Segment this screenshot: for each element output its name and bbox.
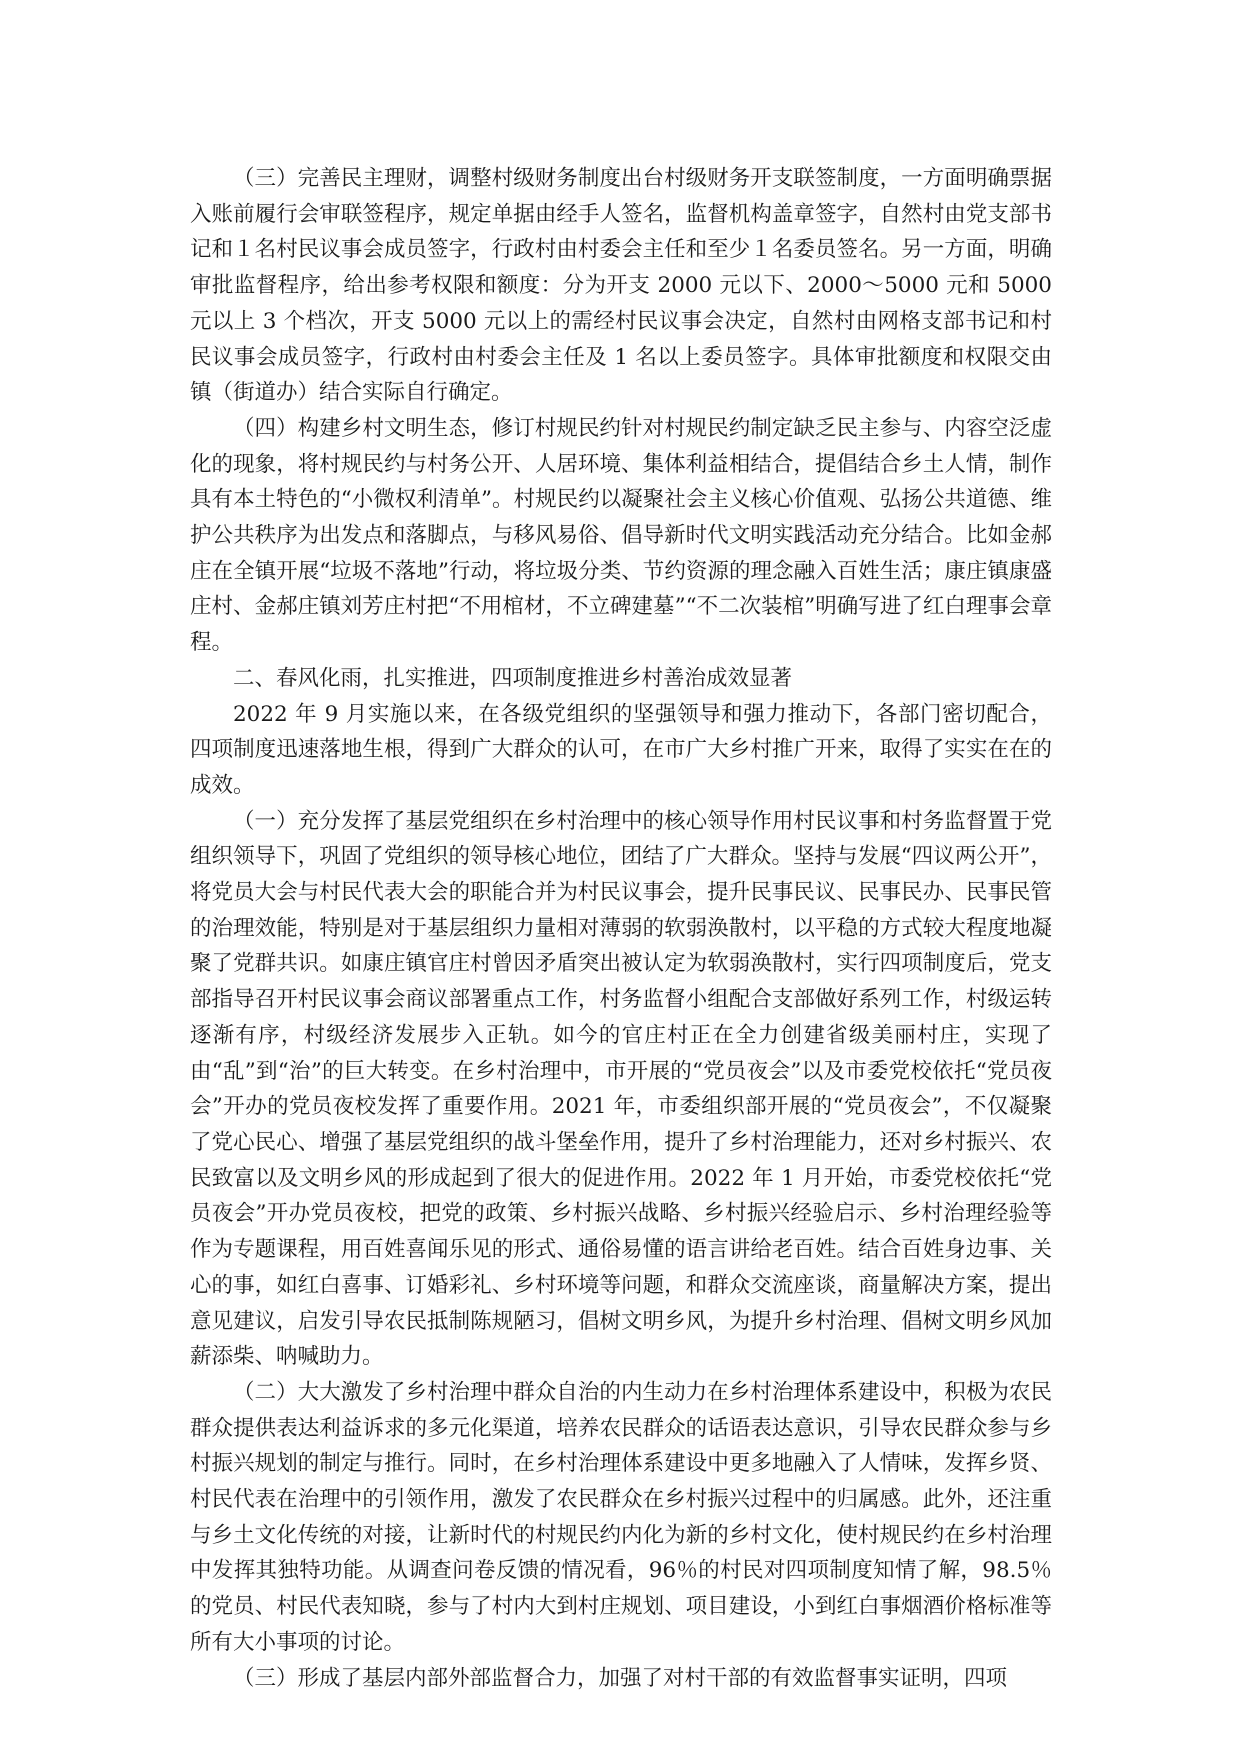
paragraph-rural-civilization: （四）构建乡村文明生态，修订村规民约针对村规民约制定缺乏民主参与、内容空泛虚化的现象，将村规民约与村务公开、人居环境、集体利益相结合，提倡结合乡土人情，制作具有本土特色的“小微权利清单”。村规民约以凝聚社会主义核心价值观、弘扬公共道德、维护公共秩序为出发点和落脚点，与移风易俗、倡导新时代文明实践活动充分结合。比如金郝庄在全镇开展“垃圾不落地”行动，将垃圾分类、节约资源的理念融入百姓生活；康庄镇康盛庄村、金郝庄镇刘芳庄村把“不用棺材，不立碑建墓”“不二次装棺”明确写进了红白理事会章程。 (190, 415, 1052, 656)
section-heading-two: 二、春风化雨，扎实推进，四项制度推进乡村善治成效显著 (233, 665, 793, 691)
paragraph-democratic-finance: （三）完善民主理财，调整村级财务制度出台村级财务开支联签制度，一方面明确票据入账前履行会审联签程序，规定单据由经手人签名，监督机构盖章签字，自然村由党支部书记和１名村民议事会成员签字，行政村由村委会主任和至少１名委员签名。另一方面，明确审批监督程序，给出参考权限和额度：分为开支 2000 元以下、2000～5000 元和 5000 元以上 3 个档次，开支 5000 元以上的需经村民议事会决定，自然村由网格支部书记和村民议事会成员签字，行政村由村委会主任及 1 名以上委员签字。具体审批额度和权限交由镇（街道办）结合实际自行确定。 (190, 166, 1052, 406)
paragraph-implementation-overview: 2022 年 9 月实施以来，在各级党组织的坚强领导和强力推动下，各部门密切配合，四项制度迅速落地生根，得到广大群众的认可，在市广大乡村推广开来，取得了实实在在的成效。 (190, 701, 1052, 798)
document-body (190, 161, 1052, 1696)
paragraph-self-governance: （二）大大激发了乡村治理中群众自治的内生动力在乡村治理体系建设中，积极为农民群众提供表达利益诉求的多元化渠道，培养农民群众的话语表达意识，引导农民群众参与乡村振兴规划的制定与推行。同时，在乡村治理体系建设中更多地融入了人情味，发挥乡贤、村民代表在治理中的引领作用，激发了农民群众在乡村振兴过程中的归属感。此外，还注重与乡土文化传统的对接，让新时代的村规民约内化为新的乡村文化，使村规民约在乡村治理中发挥其独特功能。从调查问卷反馈的情况看，96％的村民对四项制度知情了解，98.5％的党员、村民代表知晓，参与了村内大到村庄规划、项目建设，小到红白事烟酒价格标准等所有大小事项的讨论。 (190, 1379, 1052, 1655)
paragraph-party-leadership: （一）充分发挥了基层党组织在乡村治理中的核心领导作用村民议事和村务监督置于党组织领导下，巩固了党组织的领导核心地位，团结了广大群众。坚持与发展“四议两公开”，将党员大会与村民代表大会的职能合并为村民议事会，提升民事民议、民事民办、民事民管的治理效能，特别是对于基层组织力量相对薄弱的软弱涣散村，以平稳的方式较大程度地凝聚了党群共识。如康庄镇官庄村曾因矛盾突出被认定为软弱涣散村，实行四项制度后，党支部指导召开村民议事会商议部署重点工作，村务监督小组配合支部做好系列工作，村级运转逐渐有序，村级经济发展步入正轨。如今的官庄村正在全力创建省级美丽村庄，实现了由“乱”到“治”的巨大转变。在乡村治理中，市开展的“党员夜会”以及市委党校依托“党员夜会”开办的党员夜校发挥了重要作用。2021 年，市委组织部开展的“党员夜会”，不仅凝聚了党心民心、增强了基层党组织的战斗堡垒作用，提升了乡村治理能力，还对乡村振兴、农民致富以及文明乡风的形成起到了很大的促进作用。2022 年 1 月开始，市委党校依托“党员夜会”开办党员夜校，把党的政策、乡村振兴战略、乡村振兴经验启示、乡村治理经验等作为专题课程，用百姓喜闻乐见的形式、通俗易懂的语言讲给老百姓。结合百姓身边事、关心的事，如红白喜事、订婚彩礼、乡村环境等问题，和群众交流座谈，商量解决方案，提出意见建议，启发引导农民抵制陈规陋习，倡树文明乡风，为提升乡村治理、倡树文明乡风加薪添柴、呐喊助力。 (190, 808, 1052, 1370)
paragraph-supervision: （三）形成了基层内部外部监督合力，加强了对村干部的有效监督事实证明，四项 (233, 1665, 1008, 1691)
